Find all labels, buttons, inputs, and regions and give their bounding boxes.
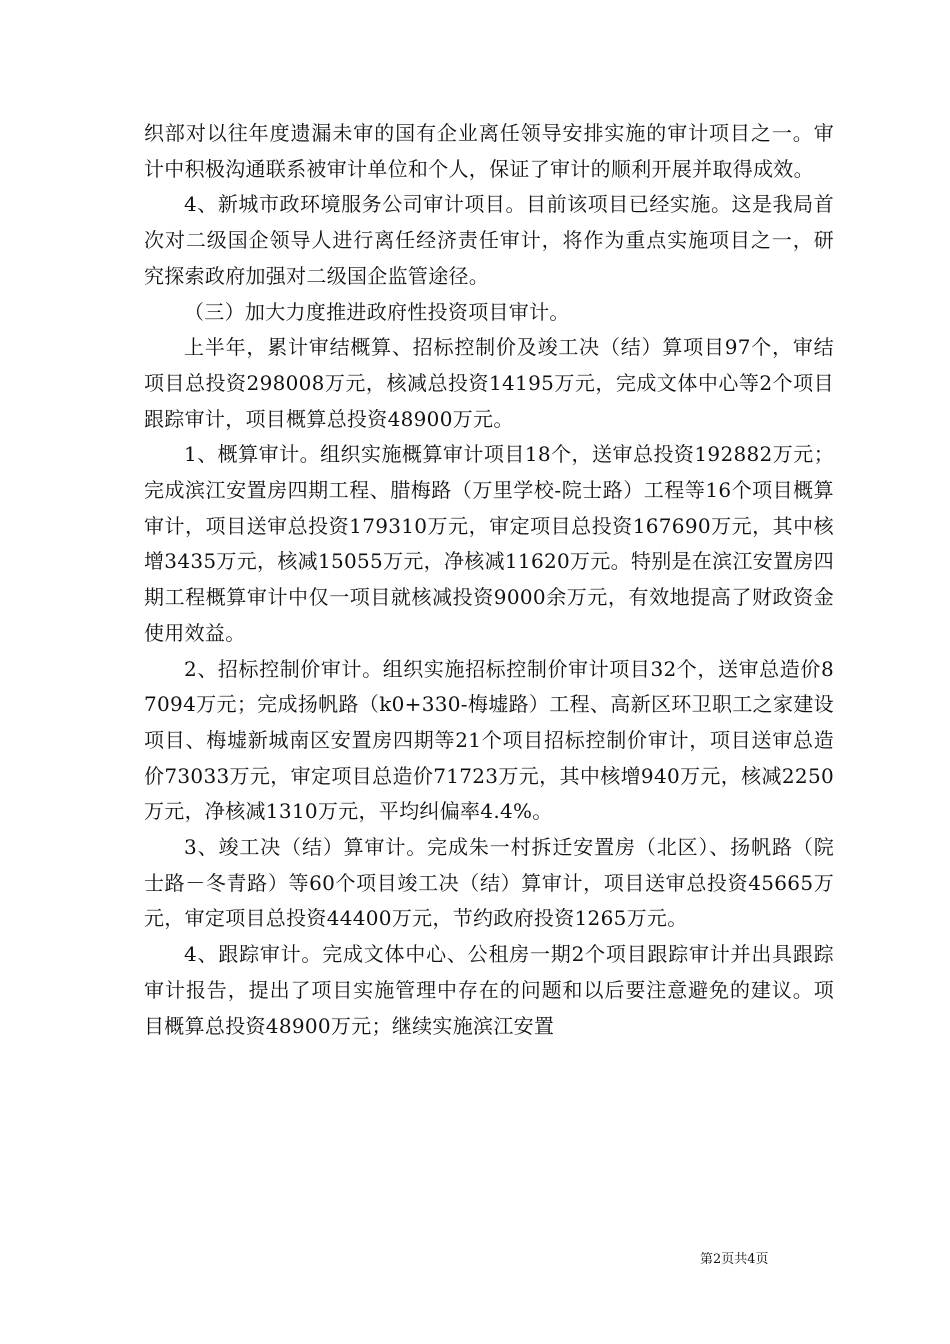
- document-body: [144, 116, 834, 1044]
- paragraph-item-4-xincheng: 4、新城市政环境服务公司审计项目。目前该项目已经实施。这是我局首次对二级国企领导人进行离任经济责任审计，将作为重点实施项目之一，研究探索政府加强对二级国企监管途径。: [144, 192, 834, 288]
- section-heading-3: （三）加大力度推进政府性投资项目审计。: [184, 299, 570, 324]
- paragraph-final-accounts-audit: 3、竣工决（结）算审计。完成朱一村拆迁安置房（北区）、扬帆路（院士路－冬青路）等60个项目竣工决（结）算审计，项目送审总投资45665万元，审定项目总投资44400万元，节约政府投资1265万元。: [144, 835, 834, 931]
- paragraph-bid-control-audit: 2、招标控制价审计。组织实施招标控制价审计项目32个，送审总造价87094万元；完成扬帆路（k0+330-梅墟路）工程、高新区环卫职工之家建设项目、梅墟新城南区安置房四期等21个项目招标控制价审计，项目送审总造价73033万元，审定项目总造价71723万元，其中核增940万元，核减2250万元，净核减1310万元，平均纠偏率4.4%。: [144, 656, 834, 824]
- paragraph-budget-audit: 1、概算审计。组织实施概算审计项目18个，送审总投资192882万元；完成滨江安置房四期工程、腊梅路（万里学校-院士路）工程等16个项目概算审计，项目送审总投资179310万元，审定项目总投资167690万元，其中核增3435万元，核减15055万元，净核减11620万元。特别是在滨江安置房四期工程概算审计中仅一项目就核减投资9000余万元，有效地提高了财政资金使用效益。: [144, 442, 834, 645]
- paragraph-continuation: 织部对以往年度遗漏未审的国有企业离任领导安排实施的审计项目之一。审计中积极沟通联系被审计单位和个人，保证了审计的顺利开展并取得成效。: [144, 121, 834, 181]
- page-number: 第2页共4页: [700, 1252, 769, 1267]
- paragraph-tracking-audit: 4、跟踪审计。完成文体中心、公租房一期2个项目跟踪审计并出具跟踪审计报告，提出了项目实施管理中存在的问题和以后要注意避免的建议。项目概算总投资48900万元；继续实施滨江安置: [144, 942, 834, 1038]
- paragraph-first-half-summary: 上半年，累计审结概算、招标控制价及竣工决（结）算项目97个，审结项目总投资298008万元，核减总投资14195万元，完成文体中心等2个项目跟踪审计，项目概算总投资48900万元。: [144, 335, 834, 431]
